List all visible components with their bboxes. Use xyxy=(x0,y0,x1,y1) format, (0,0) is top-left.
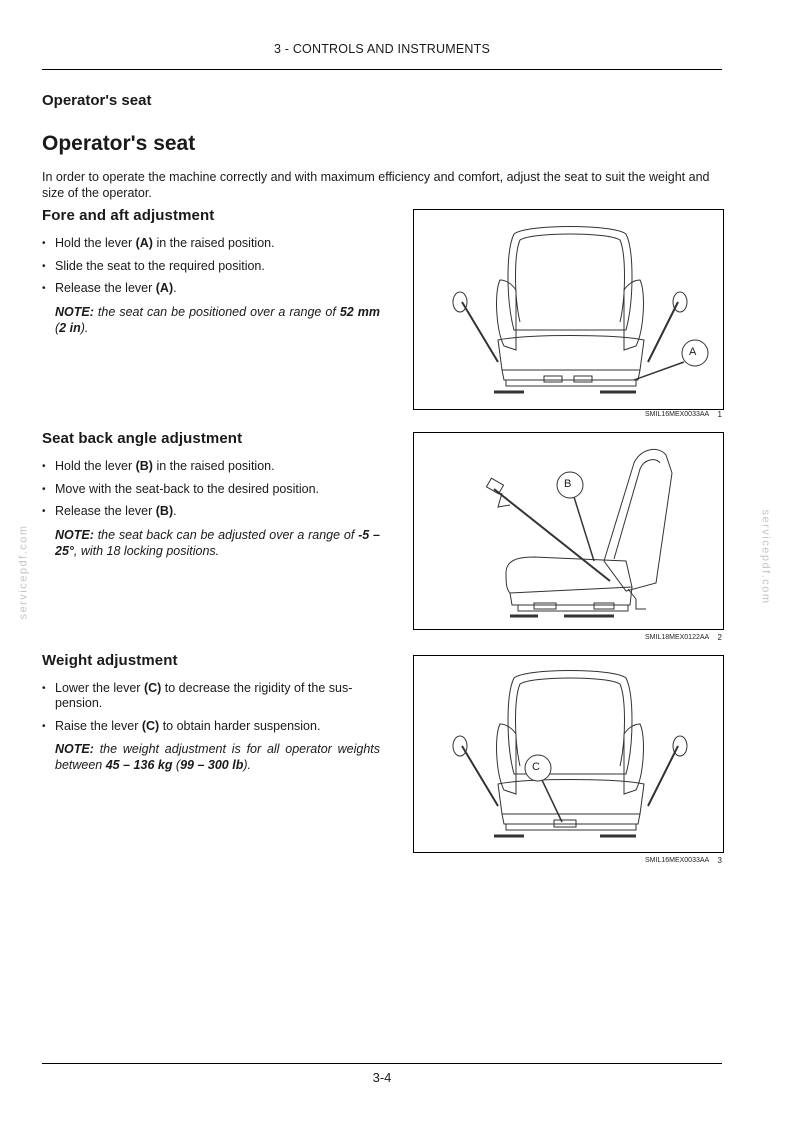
list-item: • Move with the seat-back to the desired position. xyxy=(42,482,380,497)
weight-note: NOTE: the weight adjustment is for all operator weights between 45 – 136 kg (99 – 300 lb). xyxy=(55,742,380,772)
figure-1 xyxy=(413,209,724,410)
fore-aft-section xyxy=(42,207,380,336)
seat-back-steps xyxy=(42,459,380,519)
fore-aft-steps xyxy=(42,236,380,296)
figure-number: 2 xyxy=(717,633,722,642)
figure-3 xyxy=(413,655,724,853)
list-item: • Raise the lever (C) to obtain harder suspension. xyxy=(42,719,380,734)
list-item: • Hold the lever (A) in the raised position. xyxy=(42,236,380,251)
list-item: • Slide the seat to the required position. xyxy=(42,259,380,274)
figure-2 xyxy=(413,432,724,630)
seat-back-heading: Seat back angle adjustment xyxy=(42,430,243,447)
list-item: • Release the lever (A). xyxy=(42,281,380,296)
seat-back-section xyxy=(42,430,380,559)
watermark-left: servicepdf.com xyxy=(17,524,30,620)
weight-heading: Weight adjustment xyxy=(42,652,178,669)
fore-aft-heading: Fore and aft adjustment xyxy=(42,207,215,224)
callout-label-a: A xyxy=(689,346,697,358)
seat-side-illustration xyxy=(414,433,723,629)
seat-front-illustration xyxy=(414,210,723,409)
intro-paragraph: In order to operate the machine correctly and with maximum efficiency and comfort, adjust the seat to suit the weight and size of the operator. xyxy=(42,170,710,200)
seat-front-illustration-weight xyxy=(414,656,723,852)
seat-back-note: NOTE: the seat back can be adjusted over a range of -5 – 25°, with 18 locking positions. xyxy=(55,527,380,558)
list-item: • Hold the lever (B) in the raised position. xyxy=(42,459,380,474)
weight-section xyxy=(42,652,380,773)
callout-label-c: C xyxy=(532,761,540,773)
page-number: 3-4 xyxy=(372,1070,392,1085)
figure-code: SMIL18MEX0122AA xyxy=(645,634,710,641)
weight-steps xyxy=(42,681,380,734)
figure-number: 3 xyxy=(717,856,722,865)
callout-label-b: B xyxy=(564,478,572,490)
list-item: • Release the lever (B). xyxy=(42,504,380,519)
section-title: Operator's seat xyxy=(42,92,152,109)
figure-code: SMIL16MEX0033AA xyxy=(645,857,710,864)
footer-rule xyxy=(42,1063,722,1064)
page-title: Operator's seat xyxy=(42,132,196,155)
fore-aft-note: NOTE: the seat can be positioned over a range of 52 mm (2 in). xyxy=(55,304,380,335)
figure-code: SMIL16MEX0033AA xyxy=(645,411,710,418)
watermark-right: servicepdf.com xyxy=(759,509,772,605)
figure-number: 1 xyxy=(717,410,722,419)
list-item: • Lower the lever (C) to decrease the rigidity of the sus-pension. xyxy=(42,681,380,711)
header-rule xyxy=(42,69,722,70)
running-header: 3 - CONTROLS AND INSTRUMENTS xyxy=(273,42,491,56)
